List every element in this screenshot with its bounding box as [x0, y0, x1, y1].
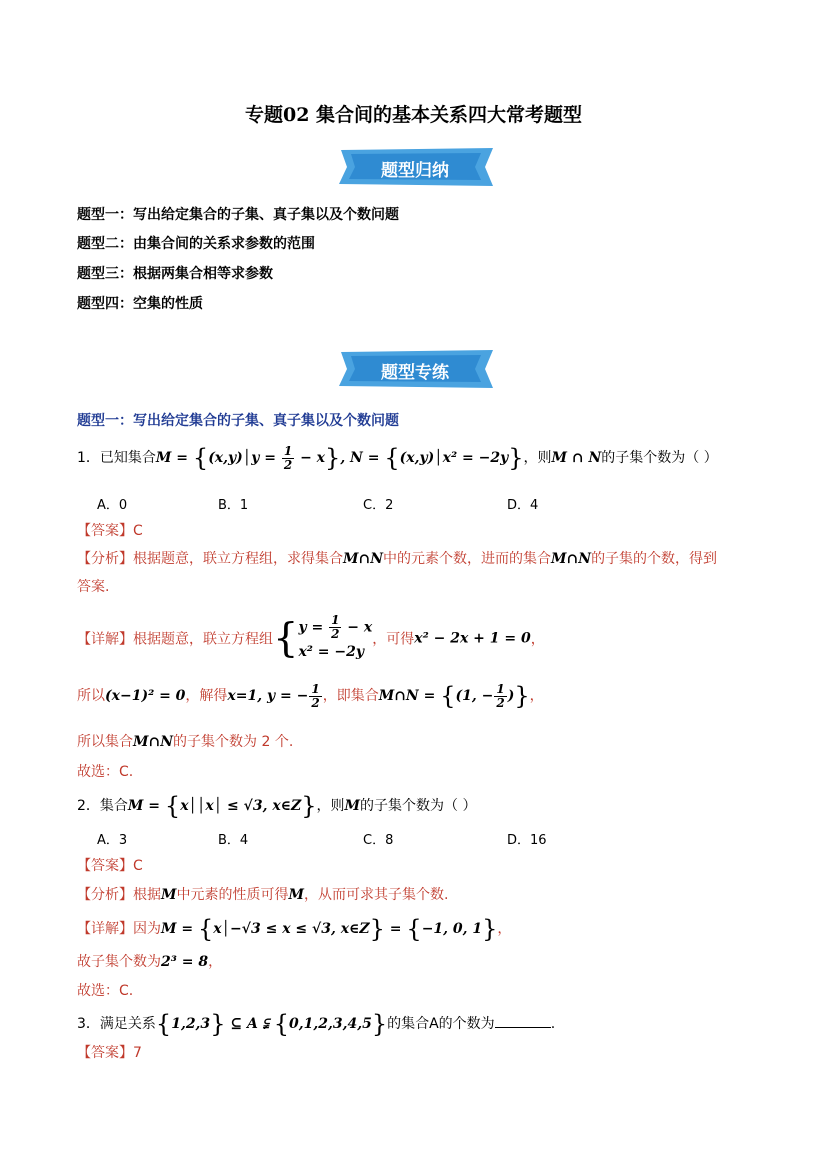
question-3-mid: 的集合A的个数为	[387, 1016, 495, 1032]
toc-item-2: 题型二：由集合间的关系求参数的范围	[77, 236, 315, 252]
option-b: B．1	[218, 498, 249, 513]
option-c: C．8	[363, 833, 394, 848]
comma: ，	[530, 631, 545, 648]
detail-text: ，解得	[185, 688, 228, 704]
set-m-formula: M = {x││x│ ≤ √3, x∈Z}	[127, 792, 317, 820]
option-a: A．3	[97, 833, 128, 848]
analysis-1	[77, 548, 717, 568]
equation-system: {y = $\frac{1}{2}$ − x x² = −2y	[273, 613, 373, 662]
detail-1-step3	[77, 731, 293, 751]
answer-3: 【答案】7	[77, 1045, 142, 1061]
analysis-text: ，从而可求其子集个数.	[304, 887, 449, 903]
detail-2: 【详解】因为M = {x│−√3 ≤ x ≤ √3, x∈Z} = {−1, 0, 1}，	[77, 915, 512, 943]
choose-2: 故选：C.	[77, 983, 134, 999]
question-2-mid: ，则	[316, 798, 345, 814]
analysis-1-cont: 答案.	[77, 579, 110, 595]
option-b: B．4	[218, 833, 249, 848]
detail-text: ，即集合	[322, 688, 379, 704]
question-2	[77, 792, 477, 820]
banner-summary	[335, 148, 495, 186]
analysis-text: 【分析】根据题意，联立方程组，求得集合	[77, 551, 343, 567]
solution: x=1, y = − $\frac{1}{2}$	[227, 681, 320, 710]
banner-label: 题型专练	[381, 363, 449, 383]
set-m-formula: M = {(x,y)│y = $\frac{1}{2}$ − x}, N = {(x,y)│x² = −2y}	[155, 443, 524, 472]
subset-relation: {1,2,3} ⊆ A ⫋ {0,1,2,3,4,5}	[155, 1010, 388, 1038]
question-3-end: .	[550, 1016, 556, 1032]
detail-text: 【详解】根据题意，联立方程组	[77, 631, 273, 648]
toc-item-1: 题型一：写出给定集合的子集、真子集以及个数问题	[77, 207, 399, 223]
analysis-text: 的子集的个数，得到	[591, 551, 718, 567]
quadratic-equation: x² − 2x + 1 = 0	[414, 630, 531, 647]
square-equation: (x−1)² = 0	[105, 688, 186, 704]
detail-text: ，可得	[372, 631, 415, 648]
detail-text: 所以集合	[77, 734, 133, 750]
question-1-end: 的子集个数为（ ）	[601, 450, 718, 466]
intersection-result: M∩N = {(1, − $\frac{1}{2}$ )}	[378, 681, 530, 710]
banner-practice	[335, 350, 495, 388]
analysis-text: 【分析】根据	[77, 887, 161, 903]
detail-text: 【详解】因为	[77, 921, 161, 937]
question-1-prefix: 1．已知集合	[77, 450, 156, 466]
toc-item-3: 题型三：根据两集合相等求参数	[77, 266, 273, 282]
option-a: A．0	[97, 498, 128, 513]
option-c: C．2	[363, 498, 394, 513]
intersection-formula: M∩N	[343, 551, 384, 567]
set-m: M	[344, 798, 361, 814]
question-2-prefix: 2．集合	[77, 798, 128, 814]
detail-1-step2: 所以(x−1)² = 0，解得x=1, y = − $\frac{1}{2}$ ，即集合M∩N = {(1, − $\frac{1}{2}$ )}，	[77, 681, 544, 710]
page-title: 专题02 集合间的基本关系四大常考题型	[244, 104, 583, 126]
choose-1: 故选：C.	[77, 764, 134, 780]
answer-1: 【答案】C	[77, 523, 143, 539]
question-1	[77, 444, 718, 472]
power-result: 2³ = 8	[161, 954, 209, 970]
section-heading: 题型一：写出给定集合的子集、真子集以及个数问题	[77, 413, 399, 429]
analysis-2	[77, 884, 448, 904]
analysis-text: 中的元素个数，进而的集合	[383, 551, 552, 567]
detail-2-step2: 故子集个数为2³ = 8，	[77, 954, 223, 970]
intersection-formula: M ∩ N	[551, 450, 602, 466]
question-3	[77, 1010, 555, 1038]
question-2-end: 的子集个数为（ ）	[360, 798, 477, 814]
intersection-formula: M∩N	[133, 734, 174, 750]
set-m-expansion: M = {x│−√3 ≤ x ≤ √3, x∈Z} = {−1, 0, 1}	[161, 915, 498, 943]
option-d: D．16	[507, 833, 547, 848]
analysis-text: 中元素的性质可得	[176, 887, 289, 903]
banner-label: 题型归纳	[381, 161, 449, 181]
question-3-prefix: 3．满足关系	[77, 1016, 156, 1032]
detail-text: 所以	[77, 688, 105, 704]
answer-2: 【答案】C	[77, 858, 143, 874]
question-1-mid: ，则	[523, 450, 552, 466]
option-d: D．4	[507, 498, 539, 513]
set-m: M	[161, 887, 177, 903]
detail-text: 故子集个数为	[77, 954, 161, 970]
set-m: M	[288, 887, 304, 903]
answer-blank[interactable]	[495, 1027, 551, 1028]
toc-item-4: 题型四：空集的性质	[77, 296, 203, 312]
detail-1	[77, 614, 545, 663]
intersection-formula: M∩N	[551, 551, 592, 567]
detail-text: 的子集个数为 2 个.	[173, 734, 294, 750]
